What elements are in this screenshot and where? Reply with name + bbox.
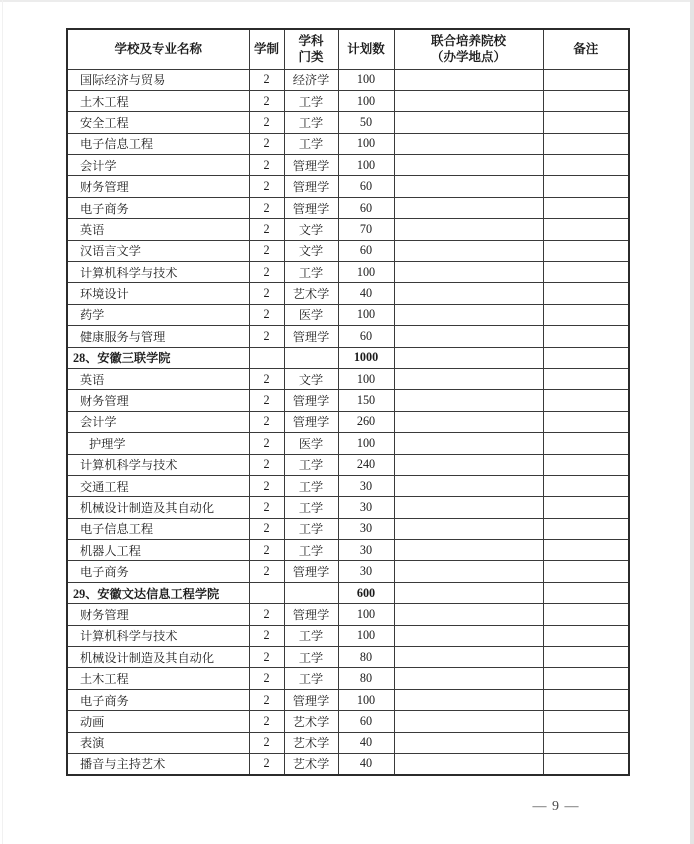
- cell-remarks: [543, 326, 629, 347]
- cell-joint-training: [394, 732, 543, 753]
- major-row: [67, 647, 629, 668]
- cell-remarks: [543, 647, 629, 668]
- cell-school-major-name: 计算机科学与技术: [67, 454, 249, 475]
- cell-school-major-name: 土木工程: [67, 668, 249, 689]
- major-row: [67, 475, 629, 496]
- cell-plan-count: 260: [338, 411, 394, 432]
- cell-school-major-name: 计算机科学与技术: [67, 625, 249, 646]
- major-row: [67, 112, 629, 133]
- cell-duration: 2: [249, 219, 284, 240]
- cell-duration: 2: [249, 326, 284, 347]
- cell-remarks: [543, 283, 629, 304]
- cell-duration: 2: [249, 604, 284, 625]
- cell-joint-training: [394, 754, 543, 775]
- cell-plan-count: 100: [338, 133, 394, 154]
- cell-remarks: [543, 497, 629, 518]
- cell-duration: 2: [249, 754, 284, 775]
- cell-joint-training: [394, 689, 543, 710]
- cell-remarks: [543, 475, 629, 496]
- cell-remarks: [543, 668, 629, 689]
- page-edge-top: [0, 0, 694, 2]
- major-row: [67, 604, 629, 625]
- cell-school-major-name: 护理学: [67, 433, 249, 454]
- school-section-row: [67, 347, 629, 368]
- header-joint-training-line1: 联合培养院校: [430, 34, 506, 48]
- cell-remarks: [543, 711, 629, 732]
- cell-joint-training: [394, 347, 543, 368]
- cell-plan-count: 100: [338, 155, 394, 176]
- header-joint-training-line2: （办学地点）: [430, 50, 506, 65]
- cell-remarks: [543, 90, 629, 111]
- cell-joint-training: [394, 326, 543, 347]
- cell-category: 艺术学: [284, 283, 338, 304]
- cell-category: 医学: [284, 433, 338, 454]
- cell-duration: 2: [249, 711, 284, 732]
- cell-category: 文学: [284, 219, 338, 240]
- cell-school-major-name: 电子信息工程: [67, 133, 249, 154]
- cell-school-major-name: 28、安徽三联学院: [67, 347, 249, 368]
- cell-plan-count: 30: [338, 540, 394, 561]
- cell-plan-count: 60: [338, 197, 394, 218]
- cell-school-major-name: 土木工程: [67, 90, 249, 111]
- cell-school-major-name: 机器人工程: [67, 540, 249, 561]
- cell-category: 工学: [284, 647, 338, 668]
- cell-school-major-name: 安全工程: [67, 112, 249, 133]
- cell-category: 管理学: [284, 390, 338, 411]
- cell-joint-training: [394, 197, 543, 218]
- cell-joint-training: [394, 368, 543, 389]
- cell-duration: 2: [249, 262, 284, 283]
- major-row: [67, 390, 629, 411]
- cell-joint-training: [394, 711, 543, 732]
- cell-school-major-name: 汉语言文学: [67, 240, 249, 261]
- cell-category: 艺术学: [284, 732, 338, 753]
- cell-remarks: [543, 604, 629, 625]
- cell-remarks: [543, 368, 629, 389]
- cell-category: 工学: [284, 133, 338, 154]
- major-row: [67, 69, 629, 90]
- cell-school-major-name: 国际经济与贸易: [67, 69, 249, 90]
- cell-category: [284, 347, 338, 368]
- major-row: [67, 133, 629, 154]
- cell-category: 工学: [284, 454, 338, 475]
- cell-school-major-name: 机械设计制造及其自动化: [67, 497, 249, 518]
- cell-joint-training: [394, 454, 543, 475]
- cell-category: 工学: [284, 475, 338, 496]
- major-row: [67, 433, 629, 454]
- enrollment-plan-table: [66, 28, 630, 776]
- cell-joint-training: [394, 219, 543, 240]
- major-row: [67, 326, 629, 347]
- cell-category: 经济学: [284, 69, 338, 90]
- cell-category: 文学: [284, 368, 338, 389]
- cell-school-major-name: 健康服务与管理: [67, 326, 249, 347]
- cell-remarks: [543, 176, 629, 197]
- cell-category: 管理学: [284, 604, 338, 625]
- cell-plan-count: 60: [338, 326, 394, 347]
- cell-duration: 2: [249, 625, 284, 646]
- cell-plan-count: 30: [338, 518, 394, 539]
- cell-category: 工学: [284, 625, 338, 646]
- cell-joint-training: [394, 155, 543, 176]
- page-number: — 9 —: [532, 799, 580, 814]
- cell-plan-count: 600: [338, 582, 394, 603]
- cell-joint-training: [394, 240, 543, 261]
- cell-plan-count: 30: [338, 475, 394, 496]
- cell-remarks: [543, 540, 629, 561]
- major-row: [67, 625, 629, 646]
- cell-duration: 2: [249, 475, 284, 496]
- page-edge-right: [690, 0, 694, 844]
- header-subject-category-line2: 门类: [298, 50, 324, 65]
- cell-duration: 2: [249, 304, 284, 325]
- cell-category: 工学: [284, 540, 338, 561]
- cell-school-major-name: 药学: [67, 304, 249, 325]
- cell-school-major-name: 电子商务: [67, 561, 249, 582]
- cell-remarks: [543, 582, 629, 603]
- cell-remarks: [543, 155, 629, 176]
- major-row: [67, 368, 629, 389]
- cell-plan-count: 100: [338, 625, 394, 646]
- major-row: [67, 411, 629, 432]
- cell-duration: 2: [249, 497, 284, 518]
- major-row: [67, 711, 629, 732]
- cell-joint-training: [394, 647, 543, 668]
- cell-joint-training: [394, 133, 543, 154]
- cell-duration: 2: [249, 518, 284, 539]
- cell-joint-training: [394, 561, 543, 582]
- cell-joint-training: [394, 390, 543, 411]
- cell-duration: 2: [249, 732, 284, 753]
- cell-category: 管理学: [284, 326, 338, 347]
- cell-category: 医学: [284, 304, 338, 325]
- major-row: [67, 754, 629, 775]
- cell-plan-count: 100: [338, 69, 394, 90]
- major-row: [67, 90, 629, 111]
- cell-school-major-name: 会计学: [67, 411, 249, 432]
- header-subject-category-line1: 学科: [298, 34, 324, 48]
- cell-remarks: [543, 219, 629, 240]
- cell-category: [284, 582, 338, 603]
- header-duration: 学制: [249, 29, 284, 69]
- cell-remarks: [543, 133, 629, 154]
- cell-duration: 2: [249, 283, 284, 304]
- cell-school-major-name: 交通工程: [67, 475, 249, 496]
- cell-joint-training: [394, 176, 543, 197]
- cell-remarks: [543, 112, 629, 133]
- cell-remarks: [543, 689, 629, 710]
- cell-plan-count: 100: [338, 433, 394, 454]
- cell-duration: 2: [249, 133, 284, 154]
- cell-joint-training: [394, 411, 543, 432]
- major-row: [67, 240, 629, 261]
- cell-school-major-name: 财务管理: [67, 176, 249, 197]
- major-row: [67, 540, 629, 561]
- major-row: [67, 497, 629, 518]
- cell-duration: 2: [249, 176, 284, 197]
- cell-joint-training: [394, 497, 543, 518]
- cell-remarks: [543, 262, 629, 283]
- cell-plan-count: 100: [338, 604, 394, 625]
- major-row: [67, 176, 629, 197]
- page-edge-left: [2, 0, 3, 844]
- cell-joint-training: [394, 582, 543, 603]
- cell-category: 工学: [284, 518, 338, 539]
- cell-plan-count: 70: [338, 219, 394, 240]
- cell-remarks: [543, 454, 629, 475]
- cell-duration: 2: [249, 561, 284, 582]
- cell-category: 艺术学: [284, 711, 338, 732]
- cell-category: 工学: [284, 90, 338, 111]
- major-row: [67, 454, 629, 475]
- cell-plan-count: 80: [338, 647, 394, 668]
- cell-plan-count: 100: [338, 304, 394, 325]
- cell-school-major-name: 电子商务: [67, 197, 249, 218]
- cell-school-major-name: 电子商务: [67, 689, 249, 710]
- cell-remarks: [543, 197, 629, 218]
- cell-plan-count: 100: [338, 262, 394, 283]
- header-subject-category: [284, 29, 338, 69]
- cell-duration: 2: [249, 411, 284, 432]
- cell-joint-training: [394, 604, 543, 625]
- cell-remarks: [543, 411, 629, 432]
- cell-plan-count: 40: [338, 283, 394, 304]
- cell-joint-training: [394, 112, 543, 133]
- cell-category: 文学: [284, 240, 338, 261]
- cell-duration: 2: [249, 197, 284, 218]
- cell-plan-count: 60: [338, 176, 394, 197]
- cell-school-major-name: 财务管理: [67, 604, 249, 625]
- cell-duration: 2: [249, 454, 284, 475]
- cell-plan-count: 40: [338, 732, 394, 753]
- cell-plan-count: 40: [338, 754, 394, 775]
- cell-school-major-name: 机械设计制造及其自动化: [67, 647, 249, 668]
- cell-duration: 2: [249, 112, 284, 133]
- cell-duration: 2: [249, 540, 284, 561]
- cell-duration: 2: [249, 668, 284, 689]
- cell-plan-count: 60: [338, 240, 394, 261]
- cell-duration: 2: [249, 689, 284, 710]
- cell-remarks: [543, 732, 629, 753]
- cell-joint-training: [394, 475, 543, 496]
- header-school-major: 学校及专业名称: [67, 29, 249, 69]
- cell-plan-count: 100: [338, 368, 394, 389]
- cell-joint-training: [394, 90, 543, 111]
- table-header-row: [67, 29, 629, 69]
- cell-duration: 2: [249, 240, 284, 261]
- cell-duration: 2: [249, 368, 284, 389]
- cell-joint-training: [394, 304, 543, 325]
- cell-remarks: [543, 69, 629, 90]
- cell-plan-count: 30: [338, 561, 394, 582]
- header-plan-count: 计划数: [338, 29, 394, 69]
- cell-school-major-name: 英语: [67, 368, 249, 389]
- major-row: [67, 262, 629, 283]
- header-remarks: 备注: [543, 29, 629, 69]
- cell-joint-training: [394, 668, 543, 689]
- major-row: [67, 197, 629, 218]
- cell-remarks: [543, 347, 629, 368]
- cell-remarks: [543, 518, 629, 539]
- cell-remarks: [543, 625, 629, 646]
- header-joint-training: [394, 29, 543, 69]
- cell-remarks: [543, 240, 629, 261]
- cell-plan-count: 60: [338, 711, 394, 732]
- cell-plan-count: 100: [338, 689, 394, 710]
- cell-category: 管理学: [284, 689, 338, 710]
- cell-duration: 2: [249, 155, 284, 176]
- cell-joint-training: [394, 433, 543, 454]
- major-row: [67, 283, 629, 304]
- cell-plan-count: 150: [338, 390, 394, 411]
- cell-joint-training: [394, 283, 543, 304]
- cell-remarks: [543, 754, 629, 775]
- major-row: [67, 732, 629, 753]
- cell-category: 工学: [284, 262, 338, 283]
- major-row: [67, 304, 629, 325]
- cell-duration: 2: [249, 390, 284, 411]
- cell-joint-training: [394, 625, 543, 646]
- major-row: [67, 561, 629, 582]
- cell-joint-training: [394, 262, 543, 283]
- cell-school-major-name: 29、安徽文达信息工程学院: [67, 582, 249, 603]
- major-row: [67, 668, 629, 689]
- cell-joint-training: [394, 518, 543, 539]
- cell-category: 管理学: [284, 176, 338, 197]
- cell-plan-count: 50: [338, 112, 394, 133]
- cell-category: 工学: [284, 668, 338, 689]
- school-section-row: [67, 582, 629, 603]
- cell-plan-count: 100: [338, 90, 394, 111]
- major-row: [67, 219, 629, 240]
- cell-school-major-name: 动画: [67, 711, 249, 732]
- cell-school-major-name: 环境设计: [67, 283, 249, 304]
- cell-duration: [249, 582, 284, 603]
- cell-remarks: [543, 561, 629, 582]
- cell-school-major-name: 会计学: [67, 155, 249, 176]
- cell-school-major-name: 电子信息工程: [67, 518, 249, 539]
- cell-duration: 2: [249, 433, 284, 454]
- cell-category: 管理学: [284, 411, 338, 432]
- cell-category: 艺术学: [284, 754, 338, 775]
- cell-duration: [249, 347, 284, 368]
- cell-duration: 2: [249, 69, 284, 90]
- cell-joint-training: [394, 69, 543, 90]
- cell-remarks: [543, 304, 629, 325]
- cell-school-major-name: 财务管理: [67, 390, 249, 411]
- cell-category: 管理学: [284, 155, 338, 176]
- cell-school-major-name: 播音与主持艺术: [67, 754, 249, 775]
- cell-plan-count: 30: [338, 497, 394, 518]
- cell-school-major-name: 英语: [67, 219, 249, 240]
- cell-category: 工学: [284, 112, 338, 133]
- major-row: [67, 689, 629, 710]
- cell-category: 工学: [284, 497, 338, 518]
- cell-school-major-name: 计算机科学与技术: [67, 262, 249, 283]
- cell-duration: 2: [249, 90, 284, 111]
- cell-joint-training: [394, 540, 543, 561]
- major-row: [67, 518, 629, 539]
- cell-plan-count: 240: [338, 454, 394, 475]
- cell-duration: 2: [249, 647, 284, 668]
- cell-remarks: [543, 433, 629, 454]
- cell-category: 管理学: [284, 197, 338, 218]
- cell-school-major-name: 表演: [67, 732, 249, 753]
- cell-category: 管理学: [284, 561, 338, 582]
- cell-plan-count: 1000: [338, 347, 394, 368]
- major-row: [67, 155, 629, 176]
- cell-plan-count: 80: [338, 668, 394, 689]
- cell-remarks: [543, 390, 629, 411]
